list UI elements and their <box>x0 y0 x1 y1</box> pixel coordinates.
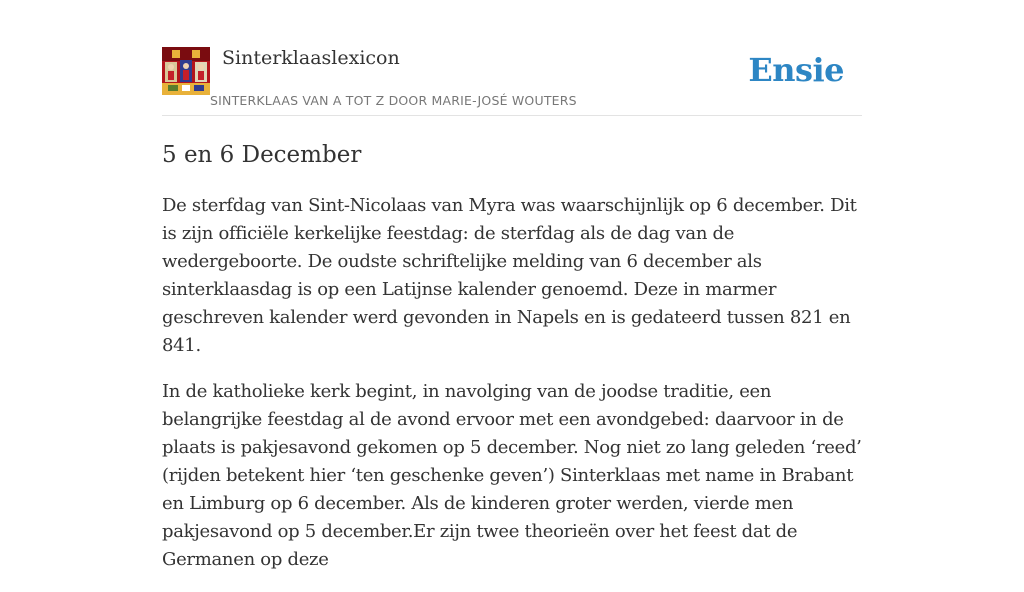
article-paragraph: In de katholieke kerk begint, in navolging van de joodse traditie, een belangrijke feestdag al de avond ervoor met een avondgebed: daarvoor in de plaats is pakjesavond gekomen op 5 december. Nog niet zo lang geleden ‘reed’ (rijden betekent hier ‘ten geschenke geven’) Sinterklaas met name in Brabant en Limburg op 6 december. Als de kinderen groter werden, vierde men pakjesavond op 5 december.Er zijn twee theorieën over het feest dat de Germanen op deze <box>162 381 862 570</box>
article-body <box>162 192 862 592</box>
site-subtitle: SINTERKLAAS VAN A TOT Z DOOR MARIE-JOSÉ WOUTERS <box>210 93 577 108</box>
ensie-logo-link[interactable]: Ensie <box>748 51 844 89</box>
avatar-image <box>162 47 210 95</box>
site-header <box>162 0 862 116</box>
article-title: 5 en 6 December <box>162 142 362 168</box>
site-name-link[interactable]: Sinterklaaslexicon <box>222 47 400 69</box>
content-container <box>162 0 862 570</box>
article-paragraph: De sterfdag van Sint-Nicolaas van Myra was waarschijnlijk op 6 december. Dit is zijn officiële kerkelijke feestdag: de sterfdag als de dag van de wedergeboorte. De oudste schriftelijke melding van 6 december als sinterklaasdag is op een Latijnse kalender genoemd. Deze in marmer geschreven kalender werd gevonden in Napels en is gedateerd tussen 821 en 841. <box>162 195 857 356</box>
site-avatar[interactable] <box>162 47 210 95</box>
